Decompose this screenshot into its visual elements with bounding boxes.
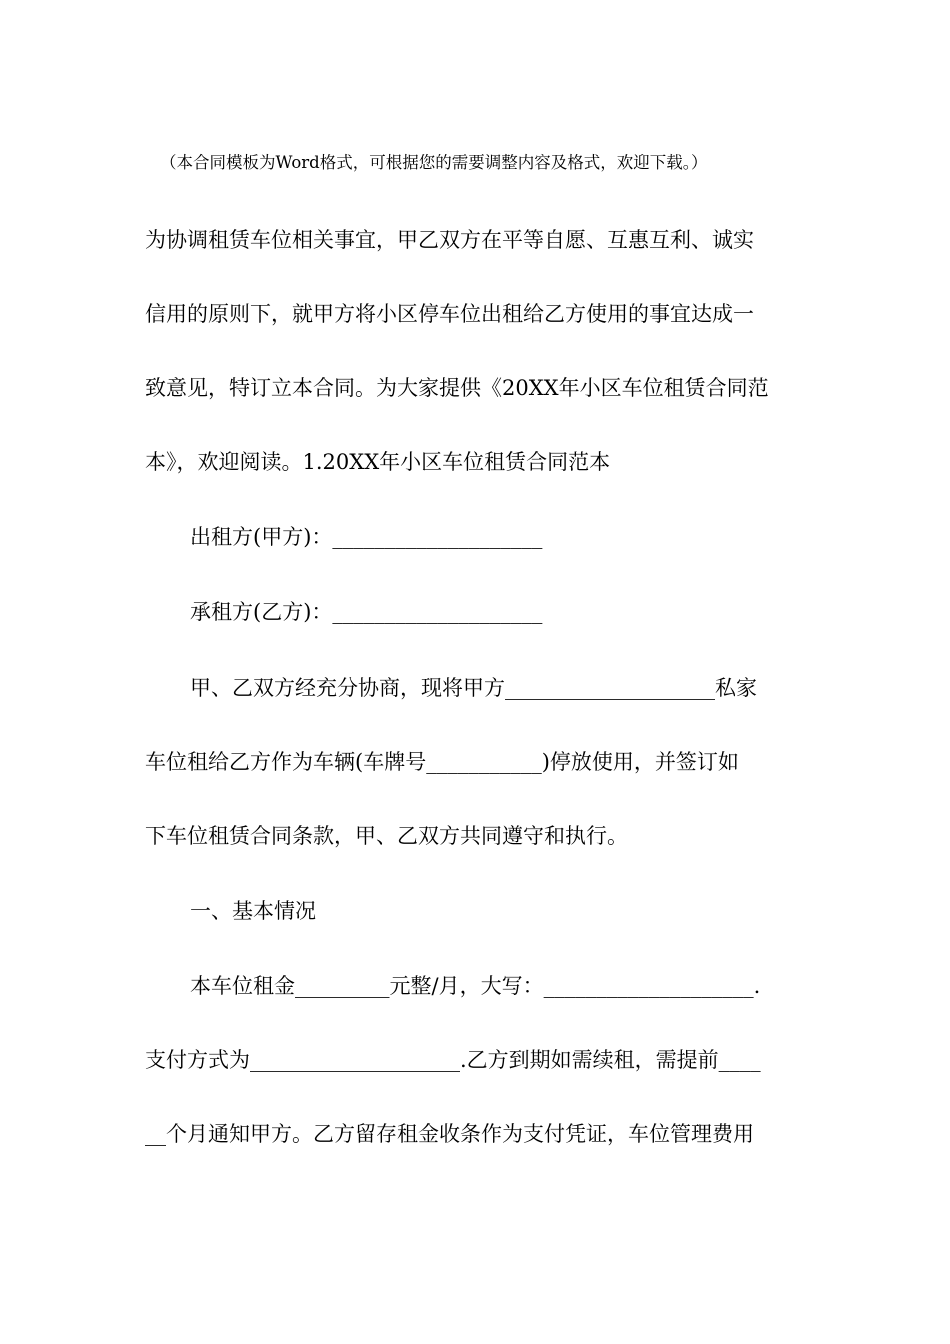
lessee-field: 承租方(乙方)：____________________ <box>190 600 543 624</box>
agreement-line-1: 甲、乙双方经充分协商，现将甲方____________________私家 <box>190 676 757 700</box>
agreement-line-3: 下车位租赁合同条款，甲、乙双方共同遵守和执行。 <box>145 824 628 848</box>
paragraph-line-2: 信用的原则下，就甲方将小区停车位出租给乙方使用的事宜达成一 <box>145 302 754 326</box>
section-heading: 一、基本情况 <box>190 899 316 923</box>
rent-line-2: 支付方式为____________________.乙方到期如需续租，需提前____ <box>145 1048 761 1072</box>
rent-line-1: 本车位租金_________元整/月，大写：____________________. <box>190 974 761 998</box>
paragraph-line-3: 致意见，特订立本合同。为大家提供《20XX年小区车位租赁合同范 <box>145 376 769 400</box>
agreement-line-2: 车位租给乙方作为车辆(车牌号___________)停放使用，并签订如 <box>145 750 739 774</box>
rent-line-3: __个月通知甲方。乙方留存租金收条作为支付凭证，车位管理费用 <box>145 1122 754 1146</box>
paragraph-line-4: 本》，欢迎阅读。1.20XX年小区车位租赁合同范本 <box>145 450 611 474</box>
template-note: （本合同模板为Word格式，可根据您的需要调整内容及格式，欢迎下载。） <box>160 153 708 172</box>
lessor-field: 出租方(甲方)：____________________ <box>190 525 543 549</box>
paragraph-line-1: 为协调租赁车位相关事宜，甲乙双方在平等自愿、互惠互利、诚实 <box>145 228 754 252</box>
